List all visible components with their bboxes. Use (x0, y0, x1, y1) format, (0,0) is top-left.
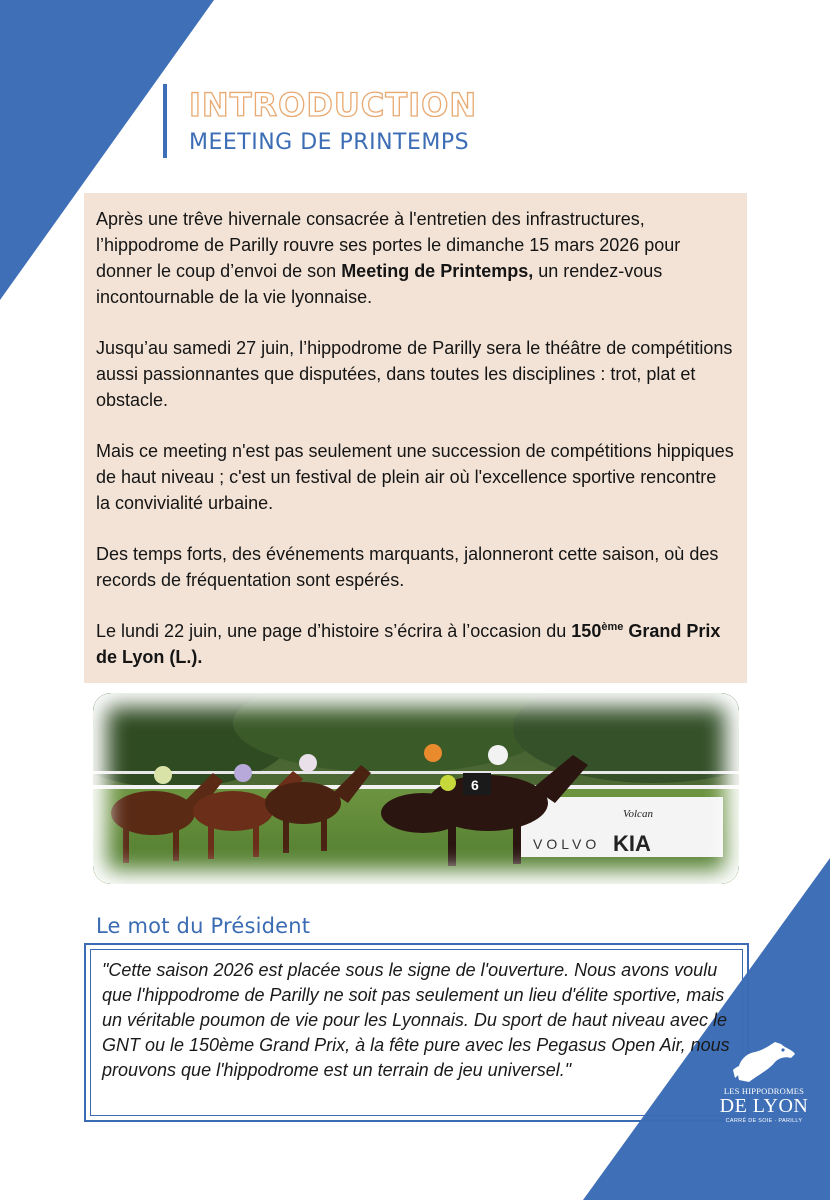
intro-paragraph-2: Jusqu’au samedi 27 juin, l’hippodrome de Parilly sera le théâtre de compétitions aussi passionnantes que disputées, dans toutes les disciplines : trot, plat et obstacle. (96, 338, 733, 410)
intro-paragraph-1: Après une trêve hivernale consacrée à l'entretien des infrastructures, l’hippodrome de Parilly rouvre ses portes le dimanche 15 mars 2026 pour donner le coup d’envoi de son Meeting de Printemps, un rendez-vous incontournable de la vie lyonnaise. (96, 209, 681, 307)
sponsor-volvo: VOLVO (533, 836, 601, 852)
title-block (163, 84, 477, 158)
president-quote-inner (90, 949, 743, 1116)
president-quote: "Cette saison 2026 est placée sous le signe de l'ouverture. Nous avons voulu que l'hippodrome de Parilly ne soit pas seulement un lieu d'élite sportive, mais un véritable poumon de vie pour les Lyonnais. Du sport de haut niveau avec le GNT ou le 150ème Grand Prix, à la fête pure avec les Pegasus Open Air, nous prouvons que l'hippodrome est un terrain de jeu universel." (102, 960, 730, 1080)
logo-line-1: LES HIPPODROMES (723, 1086, 805, 1096)
saddle-number: 6 (471, 777, 479, 793)
page-title: INTRODUCTION (189, 86, 478, 124)
president-quote-box (84, 943, 749, 1122)
logo-line-2: DE LYON (719, 1095, 809, 1117)
horse-head-icon (729, 1040, 799, 1084)
president-heading: Le mot du Président (96, 914, 311, 938)
intro-paragraph-3: Mais ce meeting n'est pas seulement une succession de compétitions hippiques de haut niveau ; c'est un festival de plein air où l'excellence sportive rencontre la convivialité urbaine. (96, 441, 734, 513)
sponsor-volcan: Volcan (623, 808, 653, 820)
hippodromes-lyon-logo (712, 1040, 816, 1124)
intro-box (84, 193, 747, 683)
intro-paragraph-4: Des temps forts, des événements marquants, jalonneront cette saison, où des records de fréquentation sont espérés. (96, 544, 719, 590)
horse-race-photo (93, 693, 739, 884)
logo-line-3: CARRÉ DE SOIE · PARILLY (725, 1118, 803, 1124)
page-subtitle: MEETING DE PRINTEMPS (189, 130, 470, 155)
intro-paragraph-5: Le lundi 22 juin, une page d’histoire s’écrira à l’occasion du 150ème Grand Prix de Lyon (L.). (96, 621, 721, 667)
sponsor-kia: KIA (613, 831, 651, 856)
